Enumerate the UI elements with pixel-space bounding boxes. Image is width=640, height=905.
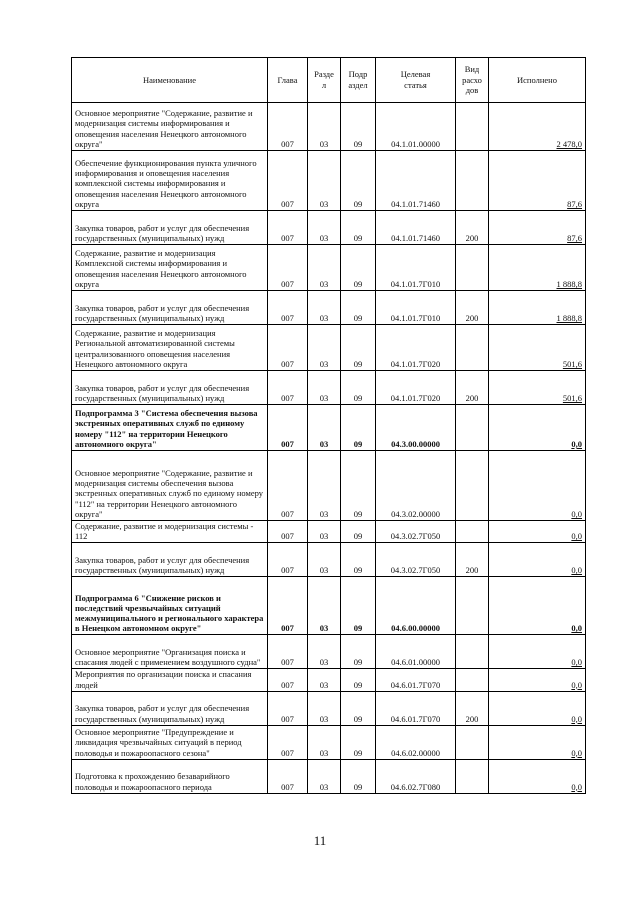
cell-name: Закупка товаров, работ и услуг для обеспечения государственных (муниципальных) нужд	[72, 543, 268, 577]
cell-podrazdel: 09	[341, 759, 376, 793]
cell-vid	[456, 325, 489, 371]
cell-statya: 04.3.00.00000	[376, 405, 456, 451]
cell-glava: 007	[268, 577, 308, 635]
table-row	[72, 691, 586, 725]
cell-statya: 04.3.02.7Г050	[376, 521, 456, 543]
amount-value: 2 478,0	[556, 138, 582, 149]
cell-vid	[456, 759, 489, 793]
cell-ispolneno	[489, 371, 586, 405]
table-row	[72, 325, 586, 371]
cell-statya: 04.6.00.00000	[376, 577, 456, 635]
table-header-row	[72, 58, 586, 103]
cell-glava: 007	[268, 211, 308, 245]
cell-ispolneno	[489, 211, 586, 245]
header-glava: Глава	[268, 58, 308, 103]
cell-vid: 200	[456, 691, 489, 725]
amount-value: 501,6	[562, 392, 582, 403]
cell-glava: 007	[268, 451, 308, 521]
cell-razdel: 03	[308, 405, 341, 451]
cell-podrazdel: 09	[341, 211, 376, 245]
cell-podrazdel: 09	[341, 543, 376, 577]
cell-vid	[456, 245, 489, 291]
cell-ispolneno	[489, 245, 586, 291]
cell-razdel: 03	[308, 521, 341, 543]
cell-razdel: 03	[308, 245, 341, 291]
cell-podrazdel: 09	[341, 521, 376, 543]
table-row	[72, 211, 586, 245]
table-row	[72, 151, 586, 211]
amount-value: 0,0	[571, 781, 582, 792]
cell-vid	[456, 669, 489, 691]
header-statya: Целевая статья	[376, 58, 456, 103]
cell-vid	[456, 151, 489, 211]
cell-statya: 04.6.02.00000	[376, 725, 456, 759]
cell-statya: 04.6.01.7Г070	[376, 691, 456, 725]
cell-razdel: 03	[308, 211, 341, 245]
cell-vid: 200	[456, 371, 489, 405]
cell-name: Подпрограмма 6 "Снижение рисков и последствий чрезвычайных ситуаций межмуниципального и регионального характера в Ненецком автономном округе"	[72, 577, 268, 635]
table-row	[72, 291, 586, 325]
cell-name: Основное мероприятие "Организация поиска и спасания людей с применением воздушного судна"	[72, 635, 268, 669]
cell-name: Закупка товаров, работ и услуг для обеспечения государственных (муниципальных) нужд	[72, 291, 268, 325]
cell-statya: 04.6.01.7Г070	[376, 669, 456, 691]
amount-value: 0,0	[571, 713, 582, 724]
cell-statya: 04.1.01.00000	[376, 103, 456, 151]
amount-value: 1 888,8	[556, 312, 582, 323]
table-row	[72, 521, 586, 543]
cell-name: Содержание, развитие и модернизация Региональной автоматизированной системы централизованного оповещения населения Ненецкого автономного округа	[72, 325, 268, 371]
cell-name: Обеспечение функционирования пункта уличного информирования и оповещения населения комплексной системы информирования и оповещения населения Ненецкого автономного округа	[72, 151, 268, 211]
cell-podrazdel: 09	[341, 103, 376, 151]
cell-ispolneno	[489, 759, 586, 793]
cell-name: Основное мероприятие "Содержание, развитие и модернизация системы обеспечения вызова экстренных оперативных служб по единому номеру "112" на территории Ненецкого автономного округа"	[72, 451, 268, 521]
cell-statya: 04.1.01.71460	[376, 151, 456, 211]
cell-vid: 200	[456, 211, 489, 245]
table-row	[72, 725, 586, 759]
cell-statya: 04.1.01.71460	[376, 211, 456, 245]
table-row	[72, 451, 586, 521]
cell-glava: 007	[268, 103, 308, 151]
cell-razdel: 03	[308, 577, 341, 635]
cell-statya: 04.1.01.7Г020	[376, 371, 456, 405]
cell-razdel: 03	[308, 451, 341, 521]
cell-podrazdel: 09	[341, 405, 376, 451]
cell-name: Закупка товаров, работ и услуг для обеспечения государственных (муниципальных) нужд	[72, 371, 268, 405]
cell-ispolneno	[489, 691, 586, 725]
cell-podrazdel: 09	[341, 291, 376, 325]
cell-ispolneno	[489, 103, 586, 151]
cell-podrazdel: 09	[341, 669, 376, 691]
cell-vid	[456, 521, 489, 543]
cell-statya: 04.3.02.00000	[376, 451, 456, 521]
cell-podrazdel: 09	[341, 451, 376, 521]
cell-vid	[456, 725, 489, 759]
cell-ispolneno	[489, 725, 586, 759]
budget-table	[71, 57, 586, 794]
amount-value: 501,6	[562, 358, 582, 369]
table-row	[72, 577, 586, 635]
cell-statya: 04.1.01.7Г020	[376, 325, 456, 371]
cell-podrazdel: 09	[341, 151, 376, 211]
header-name: Наименование	[72, 58, 268, 103]
cell-ispolneno	[489, 291, 586, 325]
header-ispolneno: Исполнено	[489, 58, 586, 103]
cell-statya: 04.3.02.7Г050	[376, 543, 456, 577]
table-row	[72, 759, 586, 793]
cell-name: Подпрограмма 3 "Система обеспечения вызова экстренных оперативных служб по единому номеру "112" на территории Ненецкого автономного округа"	[72, 405, 268, 451]
cell-podrazdel: 09	[341, 635, 376, 669]
cell-ispolneno	[489, 669, 586, 691]
cell-ispolneno	[489, 521, 586, 543]
cell-name: Подготовка к прохождению безаварийного половодья и пожароопасного периода	[72, 759, 268, 793]
cell-name: Основное мероприятие "Предупреждение и ликвидация чрезвычайных ситуаций в период половодья и пожароопасного сезона"	[72, 725, 268, 759]
cell-glava: 007	[268, 245, 308, 291]
cell-razdel: 03	[308, 543, 341, 577]
cell-name: Закупка товаров, работ и услуг для обеспечения государственных (муниципальных) нужд	[72, 691, 268, 725]
amount-value: 0,0	[571, 657, 582, 668]
amount-value: 1 888,8	[556, 278, 582, 289]
cell-name: Содержание, развитие и модернизация Комплексной системы информирования и оповещения населения Ненецкого автономного округа	[72, 245, 268, 291]
amount-value: 87,6	[567, 198, 582, 209]
cell-glava: 007	[268, 543, 308, 577]
cell-ispolneno	[489, 405, 586, 451]
cell-name: Основное мероприятие "Содержание, развитие и модернизация системы информирования и оповещения населения Ненецкого автономного округа"	[72, 103, 268, 151]
cell-name: Мероприятия по организации поиска и спасания людей	[72, 669, 268, 691]
amount-value: 0,0	[571, 531, 582, 542]
cell-podrazdel: 09	[341, 691, 376, 725]
cell-glava: 007	[268, 405, 308, 451]
cell-razdel: 03	[308, 103, 341, 151]
cell-statya: 04.1.01.7Г010	[376, 291, 456, 325]
cell-ispolneno	[489, 577, 586, 635]
cell-razdel: 03	[308, 371, 341, 405]
header-podrazdel: Подр аздел	[341, 58, 376, 103]
table-row	[72, 635, 586, 669]
amount-value: 0,0	[571, 438, 582, 449]
page-number: 11	[313, 833, 327, 848]
cell-razdel: 03	[308, 291, 341, 325]
cell-podrazdel: 09	[341, 325, 376, 371]
cell-vid	[456, 103, 489, 151]
cell-statya: 04.1.01.7Г010	[376, 245, 456, 291]
header-razdel: Разде л	[308, 58, 341, 103]
cell-glava: 007	[268, 521, 308, 543]
cell-ispolneno	[489, 543, 586, 577]
amount-value: 0,0	[571, 747, 582, 758]
amount-value: 0,0	[571, 679, 582, 690]
cell-vid: 200	[456, 543, 489, 577]
cell-vid	[456, 405, 489, 451]
cell-glava: 007	[268, 725, 308, 759]
cell-glava: 007	[268, 371, 308, 405]
table-row	[72, 103, 586, 151]
table-row	[72, 371, 586, 405]
table-body	[72, 103, 586, 794]
amount-value: 0,0	[571, 565, 582, 576]
cell-vid: 200	[456, 291, 489, 325]
cell-glava: 007	[268, 635, 308, 669]
cell-vid	[456, 577, 489, 635]
table-row	[72, 669, 586, 691]
cell-razdel: 03	[308, 725, 341, 759]
cell-vid	[456, 635, 489, 669]
cell-razdel: 03	[308, 635, 341, 669]
table-row	[72, 405, 586, 451]
cell-statya: 04.6.02.7Г080	[376, 759, 456, 793]
cell-podrazdel: 09	[341, 371, 376, 405]
cell-glava: 007	[268, 669, 308, 691]
cell-razdel: 03	[308, 325, 341, 371]
cell-glava: 007	[268, 151, 308, 211]
cell-podrazdel: 09	[341, 245, 376, 291]
cell-podrazdel: 09	[341, 725, 376, 759]
cell-ispolneno	[489, 325, 586, 371]
cell-glava: 007	[268, 325, 308, 371]
cell-podrazdel: 09	[341, 577, 376, 635]
amount-value: 87,6	[567, 232, 582, 243]
cell-ispolneno	[489, 635, 586, 669]
cell-name: Закупка товаров, работ и услуг для обеспечения государственных (муниципальных) нужд	[72, 211, 268, 245]
cell-glava: 007	[268, 691, 308, 725]
cell-glava: 007	[268, 291, 308, 325]
cell-glava: 007	[268, 759, 308, 793]
cell-name: Содержание, развитие и модернизация системы - 112	[72, 521, 268, 543]
cell-vid	[456, 451, 489, 521]
amount-value: 0,0	[571, 623, 582, 634]
cell-ispolneno	[489, 151, 586, 211]
table-row	[72, 245, 586, 291]
cell-razdel: 03	[308, 759, 341, 793]
cell-ispolneno	[489, 451, 586, 521]
cell-razdel: 03	[308, 691, 341, 725]
table-row	[72, 543, 586, 577]
cell-razdel: 03	[308, 151, 341, 211]
amount-value: 0,0	[571, 508, 582, 519]
header-vid: Вид расхо дов	[456, 58, 489, 103]
cell-statya: 04.6.01.00000	[376, 635, 456, 669]
cell-razdel: 03	[308, 669, 341, 691]
